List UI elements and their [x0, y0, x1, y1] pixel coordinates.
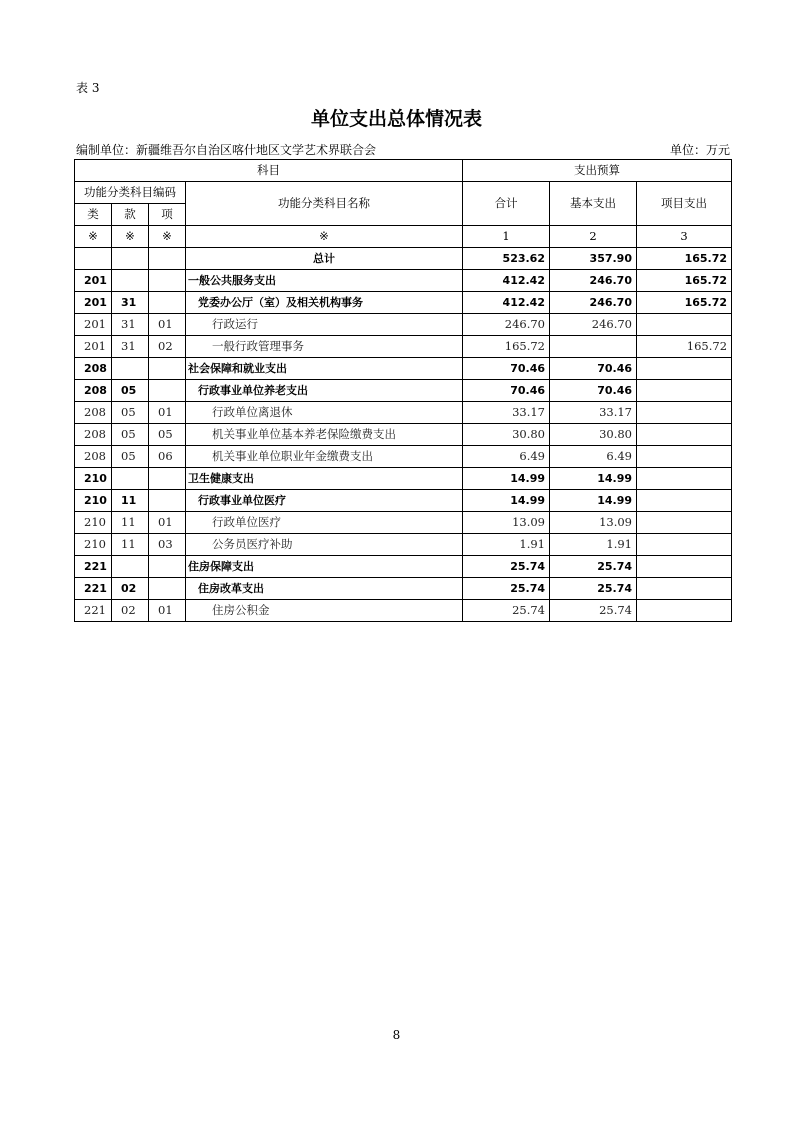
cell-xiang	[149, 556, 186, 578]
cell-project	[637, 534, 732, 556]
cell-lei: 221	[75, 556, 112, 578]
cell-basic: 6.49	[550, 446, 637, 468]
cell-lei: 208	[75, 380, 112, 402]
page-number: 8	[392, 1028, 401, 1042]
cell-total: 14.99	[463, 468, 550, 490]
cell-name: 住房改革支出	[186, 578, 463, 600]
cell-name: 行政单位医疗	[186, 512, 463, 534]
total-basic: 357.90	[550, 248, 637, 270]
cell-kuan: 11	[112, 490, 149, 512]
cell-xiang	[149, 358, 186, 380]
cell-project	[637, 314, 732, 336]
cell-basic	[550, 336, 637, 358]
cell-kuan: 31	[112, 336, 149, 358]
index-2: 2	[550, 226, 637, 248]
cell-kuan: 11	[112, 512, 149, 534]
cell-lei: 221	[75, 600, 112, 622]
cell-basic: 25.74	[550, 578, 637, 600]
total-xiang	[149, 248, 186, 270]
cell-kuan	[112, 556, 149, 578]
cell-xiang: 01	[149, 402, 186, 424]
cell-kuan: 05	[112, 424, 149, 446]
header-row-index	[75, 226, 732, 248]
cell-total: 70.46	[463, 358, 550, 380]
header-code-group: 功能分类科目编码	[75, 182, 186, 204]
header-basic: 基本支出	[550, 182, 637, 226]
cell-xiang: 01	[149, 512, 186, 534]
total-row	[75, 248, 732, 270]
cell-basic: 246.70	[550, 292, 637, 314]
cell-total: 13.09	[463, 512, 550, 534]
cell-project	[637, 490, 732, 512]
header-xiang: 项	[149, 204, 186, 226]
cell-total: 412.42	[463, 270, 550, 292]
cell-xiang	[149, 490, 186, 512]
cell-xiang: 01	[149, 600, 186, 622]
cell-lei: 201	[75, 292, 112, 314]
cell-lei: 208	[75, 446, 112, 468]
mark-lei: ※	[75, 226, 112, 248]
cell-basic: 1.91	[550, 534, 637, 556]
cell-basic: 30.80	[550, 424, 637, 446]
table-row	[75, 512, 732, 534]
cell-name: 行政运行	[186, 314, 463, 336]
cell-lei: 210	[75, 512, 112, 534]
cell-project: 165.72	[637, 270, 732, 292]
cell-project: 165.72	[637, 292, 732, 314]
cell-total: 25.74	[463, 556, 550, 578]
total-project: 165.72	[637, 248, 732, 270]
cell-basic: 33.17	[550, 402, 637, 424]
cell-project	[637, 468, 732, 490]
cell-kuan: 11	[112, 534, 149, 556]
cell-basic: 70.46	[550, 380, 637, 402]
cell-total: 14.99	[463, 490, 550, 512]
cell-name: 社会保障和就业支出	[186, 358, 463, 380]
table-row	[75, 600, 732, 622]
cell-total: 412.42	[463, 292, 550, 314]
cell-name: 机关事业单位基本养老保险缴费支出	[186, 424, 463, 446]
table-row	[75, 358, 732, 380]
cell-name: 行政事业单位医疗	[186, 490, 463, 512]
cell-total: 1.91	[463, 534, 550, 556]
cell-xiang	[149, 292, 186, 314]
index-1: 1	[463, 226, 550, 248]
cell-lei: 210	[75, 490, 112, 512]
table-row	[75, 534, 732, 556]
table-row	[75, 380, 732, 402]
table-row	[75, 556, 732, 578]
header-row-1	[75, 160, 732, 182]
header-subject: 科目	[75, 160, 463, 182]
table-row	[75, 336, 732, 358]
header-total: 合计	[463, 182, 550, 226]
cell-project	[637, 512, 732, 534]
cell-basic: 13.09	[550, 512, 637, 534]
cell-project	[637, 578, 732, 600]
cell-lei: 208	[75, 424, 112, 446]
cell-name: 一般行政管理事务	[186, 336, 463, 358]
cell-basic: 70.46	[550, 358, 637, 380]
cell-name: 住房保障支出	[186, 556, 463, 578]
cell-lei: 208	[75, 358, 112, 380]
cell-kuan	[112, 270, 149, 292]
cell-name: 行政事业单位养老支出	[186, 380, 463, 402]
cell-total: 6.49	[463, 446, 550, 468]
cell-project	[637, 600, 732, 622]
cell-kuan: 05	[112, 446, 149, 468]
total-sum: 523.62	[463, 248, 550, 270]
total-kuan	[112, 248, 149, 270]
cell-project	[637, 358, 732, 380]
cell-xiang	[149, 468, 186, 490]
cell-basic: 25.74	[550, 556, 637, 578]
total-lei	[75, 248, 112, 270]
table-number-label: 表 3	[76, 81, 100, 95]
table-row	[75, 270, 732, 292]
cell-project	[637, 402, 732, 424]
header-lei: 类	[75, 204, 112, 226]
cell-name: 公务员医疗补助	[186, 534, 463, 556]
table-row	[75, 292, 732, 314]
table-row	[75, 578, 732, 600]
cell-basic: 25.74	[550, 600, 637, 622]
table-row	[75, 468, 732, 490]
cell-total: 25.74	[463, 600, 550, 622]
cell-kuan: 31	[112, 314, 149, 336]
header-row-2	[75, 182, 732, 204]
cell-project	[637, 446, 732, 468]
cell-xiang	[149, 578, 186, 600]
header-project: 项目支出	[637, 182, 732, 226]
cell-basic: 246.70	[550, 270, 637, 292]
cell-lei: 208	[75, 402, 112, 424]
cell-name: 一般公共服务支出	[186, 270, 463, 292]
cell-kuan: 31	[112, 292, 149, 314]
total-label: 总计	[186, 248, 463, 270]
cell-total: 246.70	[463, 314, 550, 336]
cell-total: 165.72	[463, 336, 550, 358]
mark-kuan: ※	[112, 226, 149, 248]
cell-kuan: 02	[112, 578, 149, 600]
cell-kuan	[112, 468, 149, 490]
cell-total: 33.17	[463, 402, 550, 424]
currency-unit: 单位：万元	[669, 143, 730, 157]
table-row	[75, 402, 732, 424]
cell-lei: 221	[75, 578, 112, 600]
cell-lei: 201	[75, 314, 112, 336]
cell-kuan: 05	[112, 380, 149, 402]
cell-xiang: 03	[149, 534, 186, 556]
cell-project	[637, 424, 732, 446]
meta-row	[76, 141, 730, 157]
cell-lei: 210	[75, 534, 112, 556]
header-name: 功能分类科目名称	[186, 182, 463, 226]
cell-name: 机关事业单位职业年金缴费支出	[186, 446, 463, 468]
table-row	[75, 446, 732, 468]
expenditure-table	[74, 159, 732, 622]
cell-basic: 14.99	[550, 490, 637, 512]
cell-name: 住房公积金	[186, 600, 463, 622]
cell-lei: 210	[75, 468, 112, 490]
table-row	[75, 424, 732, 446]
cell-basic: 14.99	[550, 468, 637, 490]
compiling-unit: 编制单位：新疆维吾尔自治区喀什地区文学艺术界联合会	[76, 143, 377, 157]
header-budget: 支出预算	[463, 160, 732, 182]
cell-total: 30.80	[463, 424, 550, 446]
cell-basic: 246.70	[550, 314, 637, 336]
table-row	[75, 490, 732, 512]
cell-lei: 201	[75, 270, 112, 292]
cell-name: 行政单位离退休	[186, 402, 463, 424]
cell-xiang	[149, 380, 186, 402]
cell-xiang: 06	[149, 446, 186, 468]
mark-name: ※	[186, 226, 463, 248]
cell-kuan: 05	[112, 402, 149, 424]
header-kuan: 款	[112, 204, 149, 226]
cell-lei: 201	[75, 336, 112, 358]
cell-xiang: 01	[149, 314, 186, 336]
cell-xiang	[149, 270, 186, 292]
cell-kuan	[112, 358, 149, 380]
document-title: 单位支出总体情况表	[310, 108, 482, 130]
mark-xiang: ※	[149, 226, 186, 248]
cell-xiang: 05	[149, 424, 186, 446]
cell-project	[637, 556, 732, 578]
cell-total: 25.74	[463, 578, 550, 600]
table-row	[75, 314, 732, 336]
cell-name: 卫生健康支出	[186, 468, 463, 490]
cell-project	[637, 380, 732, 402]
cell-name: 党委办公厅（室）及相关机构事务	[186, 292, 463, 314]
cell-xiang: 02	[149, 336, 186, 358]
cell-total: 70.46	[463, 380, 550, 402]
index-3: 3	[637, 226, 732, 248]
cell-kuan: 02	[112, 600, 149, 622]
cell-project: 165.72	[637, 336, 732, 358]
